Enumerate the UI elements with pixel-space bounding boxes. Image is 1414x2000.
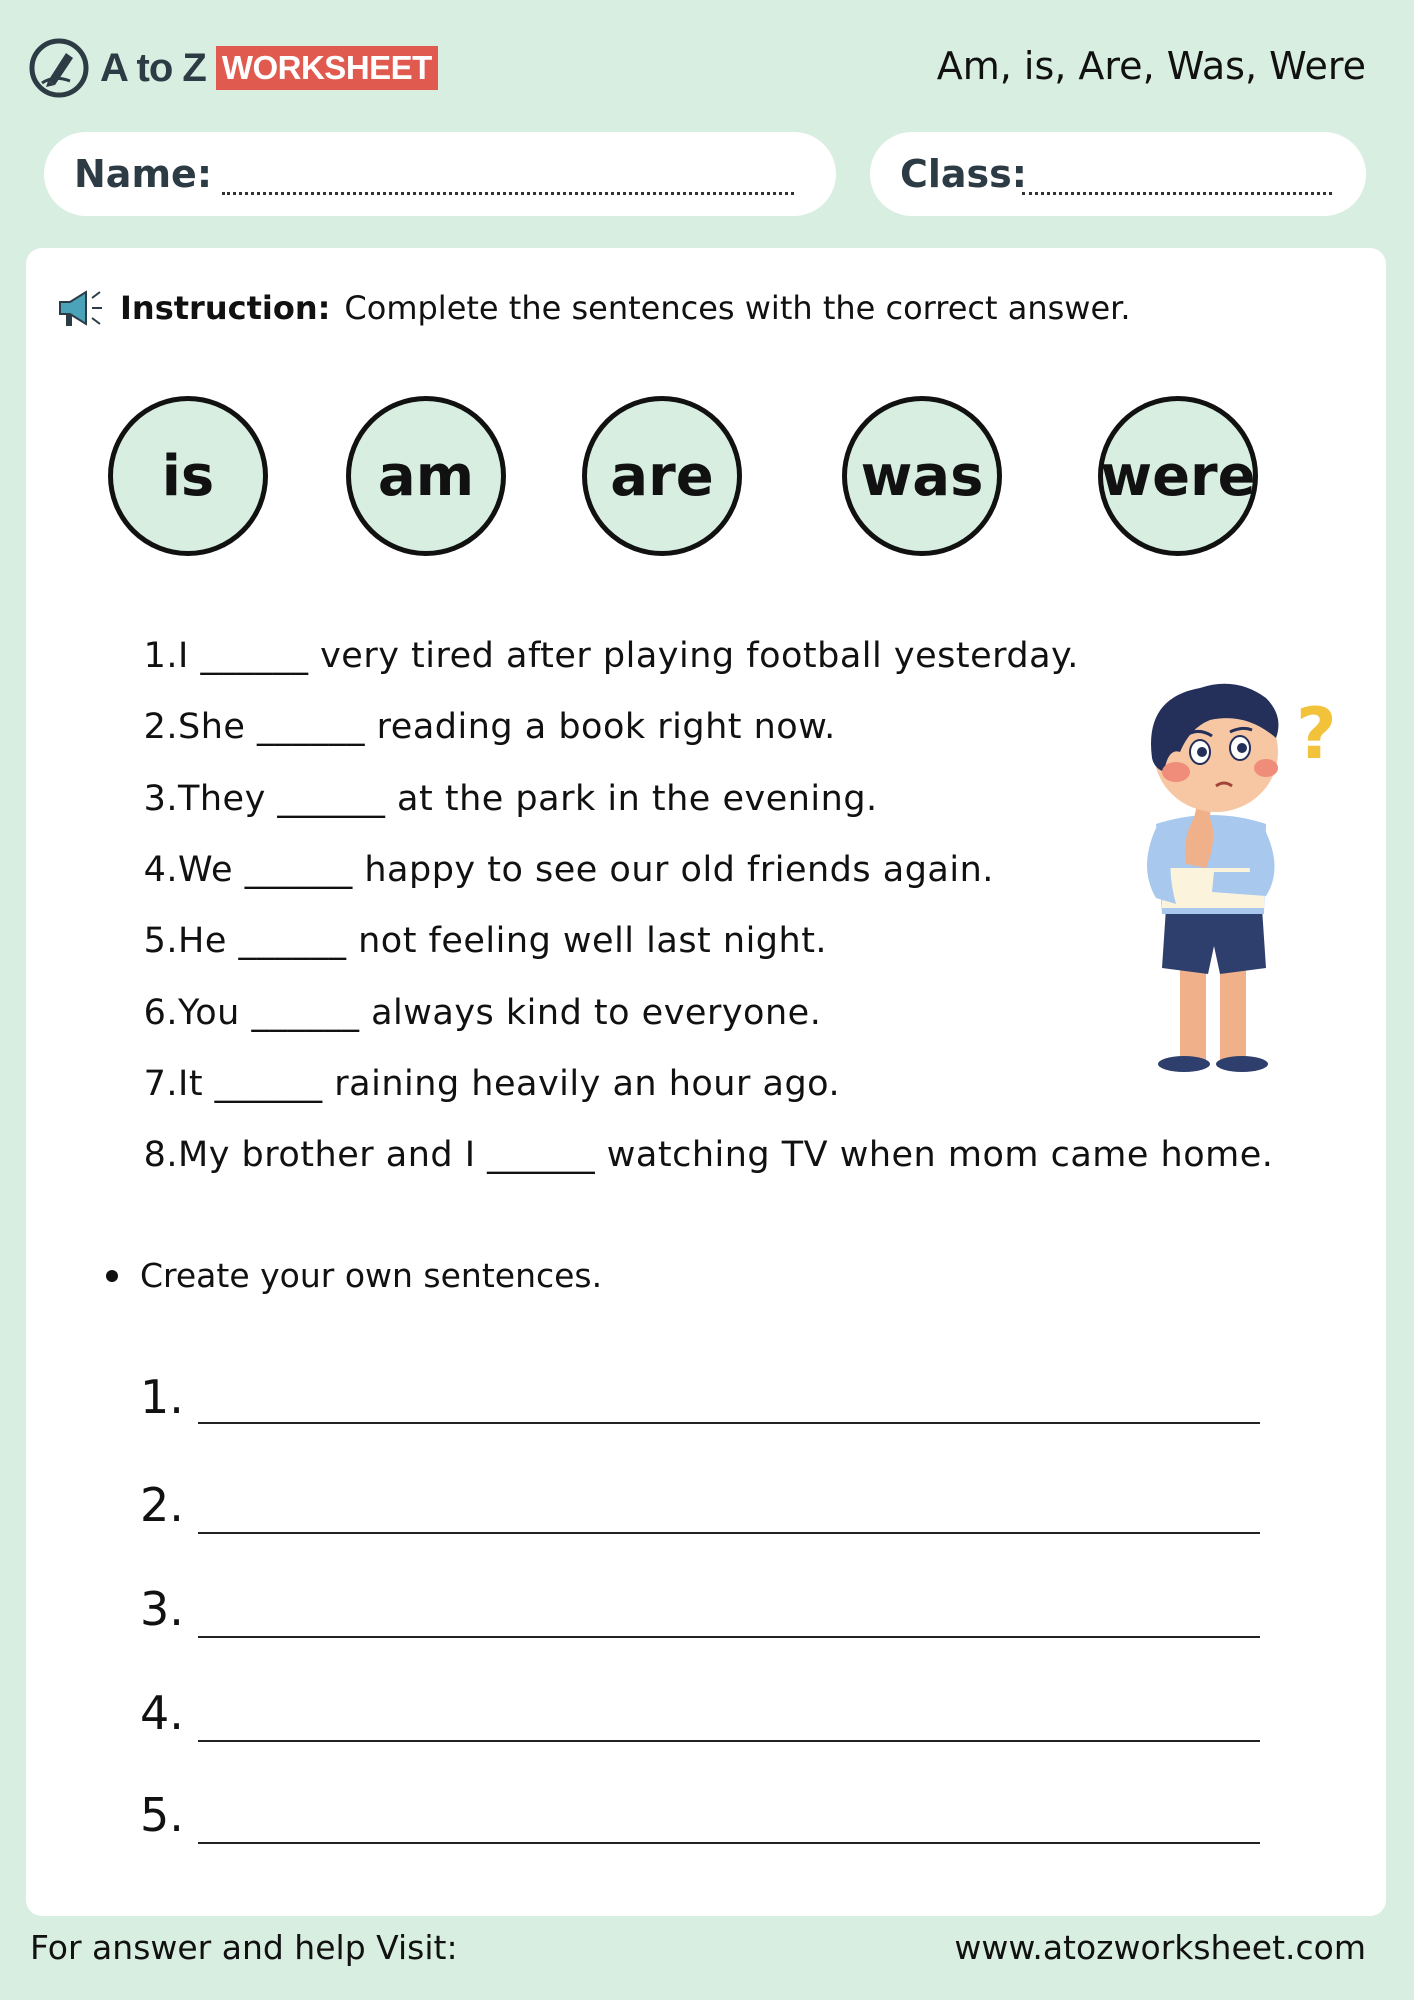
question-text: They ______ at the park in the evening. bbox=[178, 779, 878, 819]
word-bank-is: is bbox=[108, 396, 268, 556]
write-line[interactable] bbox=[198, 1842, 1260, 1844]
footer-website-link[interactable]: www.atozworksheet.com bbox=[954, 1928, 1366, 1967]
write-line[interactable] bbox=[198, 1740, 1260, 1742]
write-line-number: 5. bbox=[140, 1788, 184, 1842]
question-number: 3. bbox=[143, 779, 178, 819]
pencil-logo-icon bbox=[28, 37, 90, 99]
write-line-number: 4. bbox=[140, 1686, 184, 1740]
bullet-icon bbox=[106, 1270, 118, 1282]
question-text: It ______ raining heavily an hour ago. bbox=[178, 1064, 841, 1104]
class-field[interactable] bbox=[870, 132, 1366, 216]
write-line-number: 1. bbox=[140, 1370, 184, 1424]
question-item[interactable] bbox=[142, 636, 1079, 676]
svg-text:?: ? bbox=[1296, 693, 1337, 775]
question-item[interactable] bbox=[142, 779, 878, 819]
instruction-label: Instruction: bbox=[120, 289, 331, 327]
class-label: Class: bbox=[900, 152, 1027, 196]
question-number: 5. bbox=[143, 921, 178, 961]
question-text: She ______ reading a book right now. bbox=[178, 707, 836, 747]
question-text: We ______ happy to see our old friends again. bbox=[178, 850, 994, 890]
instruction-text: Complete the sentences with the correct answer. bbox=[344, 289, 1131, 327]
thinking-boy-illustration bbox=[1116, 668, 1356, 1088]
name-dotted-line[interactable] bbox=[222, 192, 794, 195]
worksheet-card bbox=[26, 248, 1386, 1916]
own-sentences-text: Create your own sentences. bbox=[140, 1256, 603, 1295]
question-item[interactable] bbox=[142, 1135, 1273, 1175]
question-item[interactable] bbox=[142, 707, 836, 747]
name-label: Name: bbox=[74, 152, 213, 196]
write-line-number: 2. bbox=[140, 1478, 184, 1532]
word-bank-were: were bbox=[1098, 396, 1258, 556]
footer-help-text: For answer and help Visit: bbox=[30, 1928, 458, 1967]
question-number: 8. bbox=[143, 1135, 178, 1175]
instruction bbox=[56, 286, 1131, 330]
name-field[interactable] bbox=[44, 132, 836, 216]
word-bank-was: was bbox=[842, 396, 1002, 556]
question-text: He ______ not feeling well last night. bbox=[178, 921, 828, 961]
question-number: 1. bbox=[143, 636, 178, 676]
question-text: You ______ always kind to everyone. bbox=[178, 993, 822, 1033]
question-number: 7. bbox=[143, 1064, 178, 1104]
word-bank-are: are bbox=[582, 396, 742, 556]
question-number: 6. bbox=[143, 993, 178, 1033]
question-text: My brother and I ______ watching TV when mom came home. bbox=[178, 1135, 1274, 1175]
class-dotted-line[interactable] bbox=[1022, 192, 1332, 195]
question-number: 2. bbox=[143, 707, 178, 747]
logo[interactable] bbox=[28, 38, 438, 98]
write-line[interactable] bbox=[198, 1636, 1260, 1638]
logo-badge: WORKSHEET bbox=[216, 46, 438, 90]
write-line[interactable] bbox=[198, 1422, 1260, 1424]
question-number: 4. bbox=[143, 850, 178, 890]
question-item[interactable] bbox=[142, 993, 821, 1033]
word-bank-am: am bbox=[346, 396, 506, 556]
question-item[interactable] bbox=[142, 850, 994, 890]
question-item[interactable] bbox=[142, 1064, 840, 1104]
write-line[interactable] bbox=[198, 1532, 1260, 1534]
write-line-number: 3. bbox=[140, 1582, 184, 1636]
question-text: I ______ very tired after playing football yesterday. bbox=[178, 636, 1079, 676]
own-sentences-prompt bbox=[106, 1256, 602, 1295]
header bbox=[0, 0, 1414, 130]
logo-text: A to Z bbox=[100, 45, 206, 90]
question-item[interactable] bbox=[142, 921, 827, 961]
megaphone-icon bbox=[56, 286, 106, 330]
worksheet-topic: Am, is, Are, Was, Were bbox=[936, 44, 1366, 88]
